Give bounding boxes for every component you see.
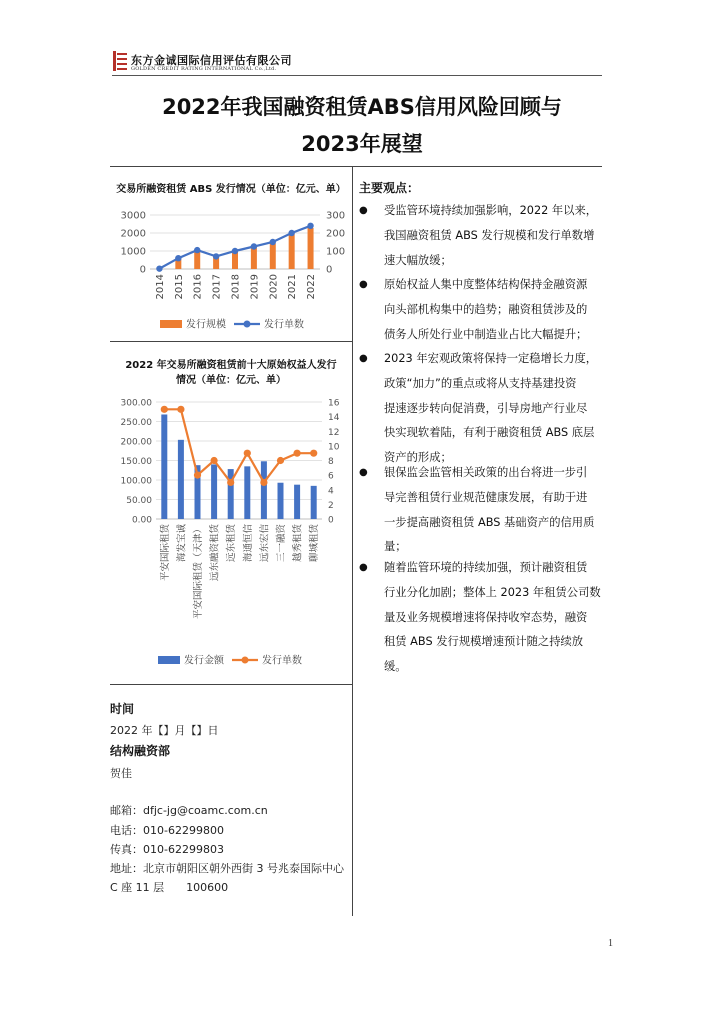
line-point-发行单数 (307, 223, 313, 229)
line-point-发行单数 (260, 479, 267, 486)
line-point-发行单数 (177, 406, 184, 413)
legend-swatch-bar (160, 320, 182, 328)
author-name: 贺佳 (110, 767, 132, 780)
key-point-line: 向头部机构集中的趋势；融资租赁涉及的 (384, 302, 588, 316)
line-point-发行单数 (194, 472, 201, 479)
key-point-line: 随着监管环境的持续加强，预计融资租赁 (384, 561, 588, 574)
report-title-line2: 2023年展望 (301, 132, 423, 156)
bullet-icon: ● (359, 279, 368, 290)
key-point-line: 资产的形成； (384, 451, 452, 465)
right-axis-tick: 4 (328, 486, 334, 497)
category-label: 越秀租赁 (292, 524, 304, 563)
key-point-line: 政策“加力”的重点或将从支持基建投资 (384, 376, 577, 390)
bar-发行规模 (194, 251, 200, 269)
bullet-icon: ● (359, 353, 368, 364)
line-point-发行单数 (277, 457, 284, 464)
legend-swatch-bar (158, 656, 180, 664)
column-divider (352, 166, 353, 916)
line-point-发行单数 (194, 247, 200, 253)
key-point-line: 债务人所处行业中制造业占比大幅提升； (384, 327, 588, 341)
department-label: 结构融资部 (110, 744, 171, 758)
category-label: 海通恒信 (242, 524, 254, 563)
key-point-line: 2023 年宏观政策将保持一定稳增长力度， (384, 352, 598, 365)
contact-phone: 电话：010-62299800 (110, 824, 224, 837)
bar-发行金额 (244, 466, 250, 519)
line-point-发行单数 (251, 243, 257, 249)
key-point-2 (359, 273, 621, 347)
bar-发行规模 (289, 234, 295, 269)
bar-发行金额 (211, 464, 217, 519)
category-label: 2016 (192, 274, 204, 300)
line-point-发行单数 (227, 479, 234, 486)
chart1-title: 交易所融资租赁 ABS 发行情况（单位：亿元、单） (116, 184, 346, 195)
category-label: 海发宝诚 (176, 524, 188, 563)
line-point-发行单数 (175, 255, 181, 261)
right-axis-tick: 0 (326, 264, 333, 276)
category-label: 2015 (173, 274, 185, 300)
key-point-line: 量； (384, 540, 407, 554)
line-point-发行单数 (211, 457, 218, 464)
line-point-发行单数 (213, 253, 219, 259)
category-label: 2014 (154, 274, 166, 300)
line-point-发行单数 (156, 265, 162, 271)
bullet-icon: ● (359, 467, 368, 478)
bar-发行规模 (270, 243, 276, 269)
key-point-3 (359, 347, 621, 471)
left-axis-tick: 1000 (120, 246, 146, 258)
report-date: 2022 年【】月【】日 (110, 724, 219, 737)
header-rule (112, 75, 602, 76)
chart2-rule (110, 684, 352, 685)
bar-发行金额 (294, 485, 300, 519)
category-label: 远东融资租赁 (209, 524, 221, 582)
key-point-line: 银保监会监管相关政策的出台将进一步引 (384, 466, 588, 479)
title-rule (110, 166, 602, 167)
key-point-line: 快实现软着陆，有利于融资租赁 ABS 底层 (384, 426, 595, 440)
right-axis-tick: 6 (328, 471, 334, 482)
legend-label: 发行单数 (262, 655, 302, 667)
key-point-line: 原始权益人集中度整体结构保持金融资源 (384, 278, 588, 291)
category-label: 2021 (287, 274, 299, 300)
category-label: 2020 (268, 274, 280, 300)
legend-swatch-marker (242, 657, 249, 664)
bar-发行金额 (278, 483, 284, 519)
right-axis-tick: 12 (328, 427, 340, 438)
key-point-line: 我国融资租赁 ABS 发行规模和发行单数增 (384, 228, 595, 242)
category-label: 2022 (306, 274, 318, 300)
key-points-title: 主要观点： (359, 181, 420, 195)
key-point-line: 量及业务规模增速将保持收窄态势，融资 (384, 610, 588, 624)
chart2-title-line2: 情况（单位：亿元、单） (176, 375, 286, 386)
legend-label: 发行金额 (184, 655, 224, 667)
category-label: 聊城租赁 (309, 524, 321, 563)
key-point-4 (359, 461, 621, 560)
series-line-发行单数 (164, 409, 313, 482)
company-name-en: GOLDEN CREDIT RATING INTERNATIONAL Co.,Ltd. (131, 66, 277, 72)
left-axis-tick: 3000 (120, 210, 146, 222)
right-axis-tick: 10 (328, 442, 340, 453)
right-axis-tick: 200 (326, 228, 346, 240)
bar-发行金额 (178, 440, 184, 519)
company-logo-icon (112, 50, 128, 72)
bar-发行金额 (261, 461, 267, 519)
key-point-1 (359, 199, 621, 273)
report-title-line1: 2022年我国融资租赁ABS信用风险回顾与 (162, 95, 562, 119)
time-label: 时间 (110, 702, 135, 716)
chart1-rule (110, 341, 352, 342)
left-axis-tick: 150.00 (120, 457, 152, 467)
right-axis-tick: 300 (326, 210, 346, 222)
left-axis-tick: 50.00 (126, 496, 152, 506)
right-axis-tick: 14 (328, 413, 340, 424)
line-point-发行单数 (270, 239, 276, 245)
line-point-发行单数 (244, 450, 251, 457)
contact-fax: 传真：010-62299803 (110, 843, 224, 856)
category-label: 三一融资 (276, 524, 287, 563)
key-point-5 (359, 556, 621, 680)
category-label: 2019 (249, 274, 261, 300)
category-label: 2018 (230, 274, 242, 300)
key-point-line: 提速逐步转向促消费，引导房地产行业尽 (384, 401, 588, 415)
key-point-line: 速大幅放缓； (384, 253, 452, 267)
key-point-line: 受监管环境持续加强影响，2022 年以来， (384, 204, 598, 217)
category-label: 平安国际租赁（天津） (193, 524, 204, 620)
left-axis-tick: 300.00 (120, 398, 152, 409)
chart1-svg (110, 198, 352, 338)
bar-发行规模 (251, 246, 257, 269)
line-point-发行单数 (294, 450, 301, 457)
key-point-line: 导完善租赁行业规范健康发展，有助于进 (384, 490, 588, 504)
contact-address-line1: 地址：北京市朝阳区朝外西街 3 号兆泰国际中心 (110, 862, 344, 875)
right-axis-tick: 8 (328, 457, 334, 467)
key-point-line: 一步提高融资租赁 ABS 基础资产的信用质 (384, 515, 595, 529)
line-point-发行单数 (161, 406, 168, 413)
right-axis-tick: 16 (328, 398, 340, 409)
left-axis-tick: 250.00 (120, 418, 152, 428)
contact-address-line2: C 座 11 层 100600 (110, 881, 229, 894)
bar-发行金额 (161, 414, 167, 519)
bar-发行金额 (311, 486, 317, 519)
chart2-title-line1: 2022 年交易所融资租赁前十大原始权益人发行 (125, 360, 337, 371)
key-point-line: 行业分化加剧；整体上 2023 年租赁公司数 (384, 585, 601, 599)
key-point-line: 租赁 ABS 发行规模增速预计随之持续放 (384, 635, 584, 649)
category-label: 2017 (211, 274, 223, 300)
legend-label: 发行单数 (264, 319, 304, 331)
line-point-发行单数 (288, 230, 294, 236)
right-axis-tick: 2 (328, 500, 334, 511)
left-axis-tick: 200.00 (120, 437, 152, 448)
right-axis-tick: 100 (326, 246, 346, 258)
legend-swatch-marker (244, 321, 251, 328)
contact-email: 邮箱：dfjc-jg@coamc.com.cn (110, 804, 268, 817)
left-axis-tick: 0 (139, 264, 146, 276)
right-axis-tick: 0 (328, 515, 334, 526)
left-axis-tick: 100.00 (120, 476, 152, 487)
company-name-cn: 东方金诚国际信用评估有限公司 (131, 54, 292, 67)
page-number: 1 (608, 938, 613, 949)
legend-label: 发行规模 (186, 319, 226, 331)
key-point-line: 缓。 (384, 660, 407, 674)
category-label: 远东租赁 (226, 524, 238, 563)
bullet-icon: ● (359, 205, 368, 216)
left-axis-tick: 0.00 (131, 515, 152, 526)
bullet-icon: ● (359, 562, 368, 573)
line-point-发行单数 (232, 248, 238, 254)
line-point-发行单数 (310, 450, 317, 457)
category-label: 平安国际租赁 (159, 524, 171, 582)
bar-发行规模 (308, 228, 314, 269)
left-axis-tick: 2000 (120, 228, 146, 240)
category-label: 远东宏信 (259, 524, 271, 563)
chart2-svg (110, 390, 352, 675)
